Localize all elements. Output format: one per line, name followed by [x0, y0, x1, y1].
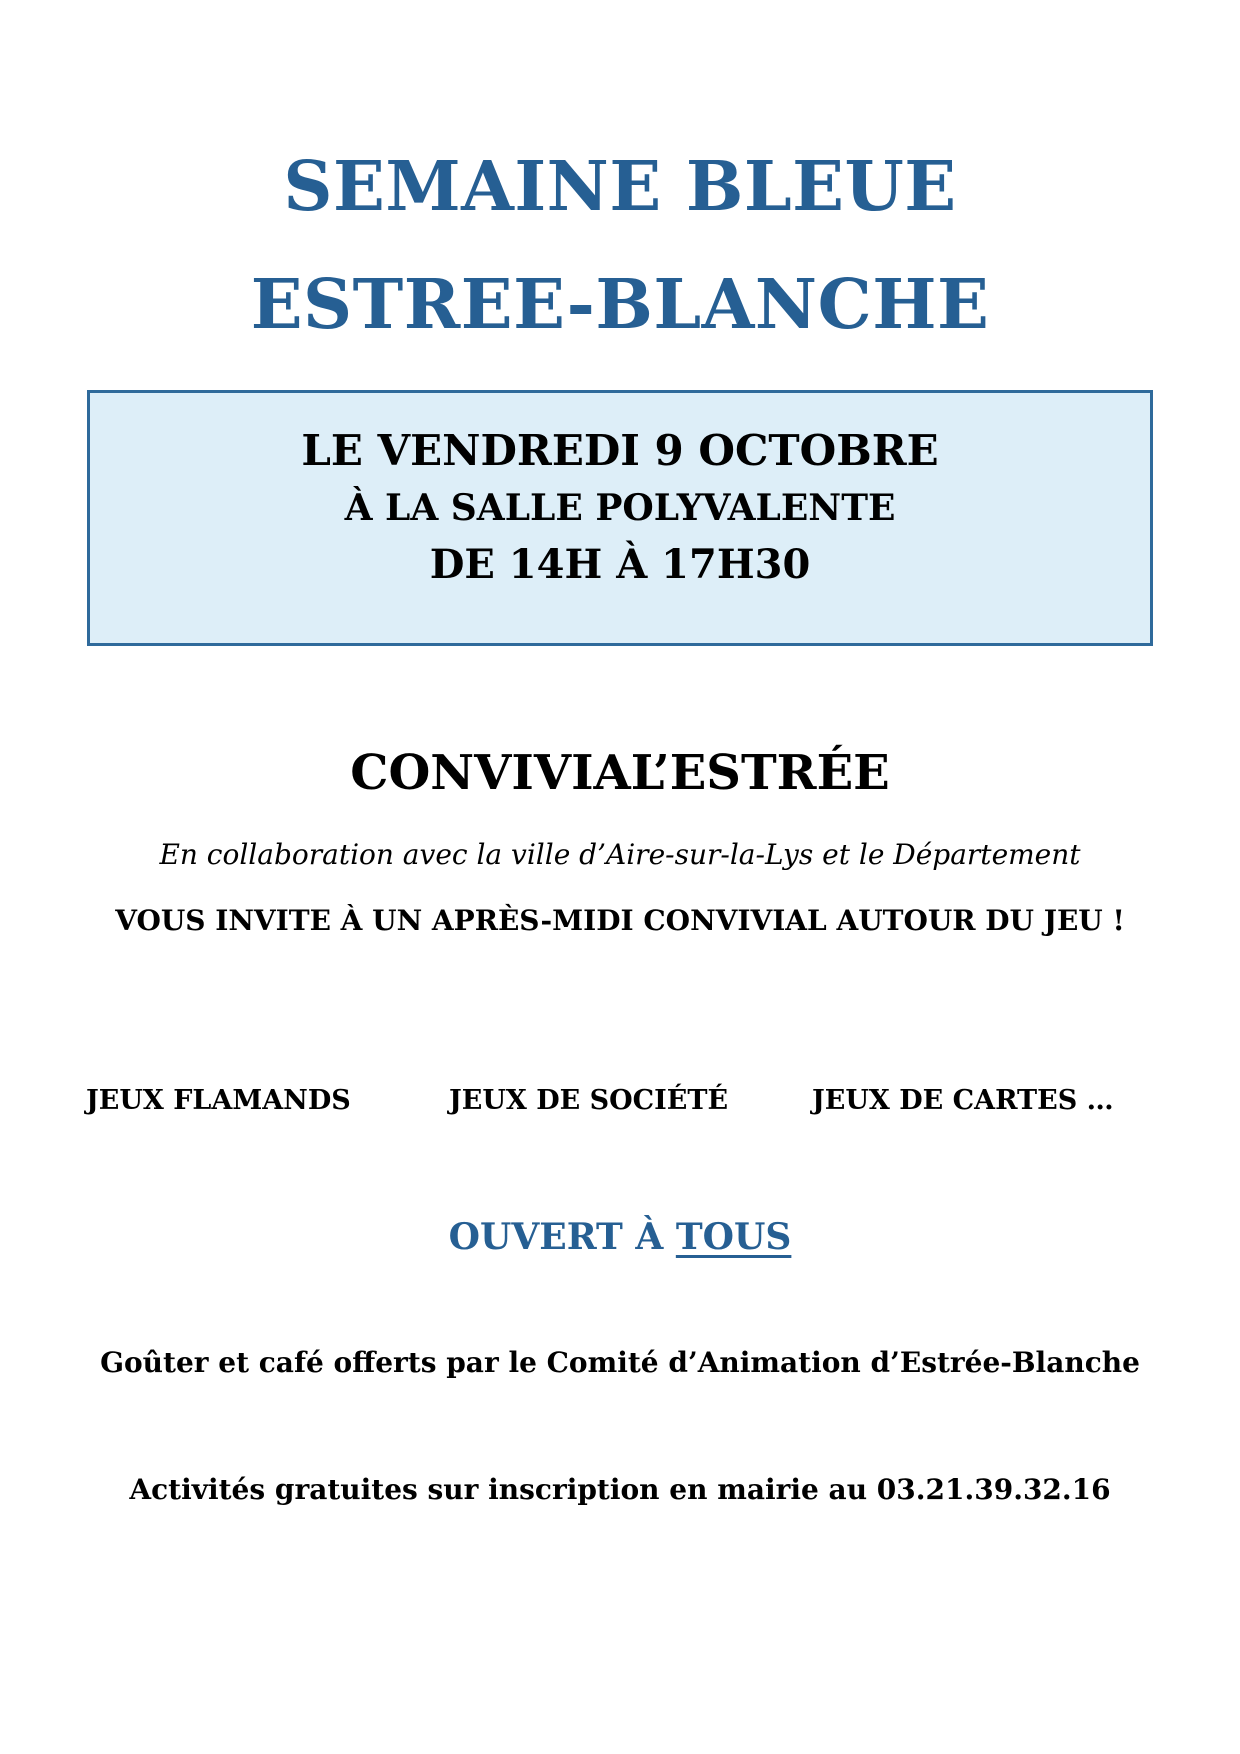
game-item-cards: JEUX DE CARTES …	[812, 1085, 1114, 1116]
collaboration-note: En collaboration avec la ville d’Aire-sur-la-Lys et le Département	[159, 838, 1081, 871]
event-place: À LA SALLE POLYVALENTE	[344, 487, 896, 529]
title-line-2: ESTREE-BLANCHE	[250, 265, 990, 345]
event-time: DE 14H À 17H30	[429, 541, 811, 588]
game-item-flemish: JEUX FLAMANDS	[86, 1085, 351, 1116]
open-prefix: OUVERT À	[448, 1216, 676, 1258]
registration-note: Activités gratuites sur inscription en mairie au 03.21.39.32.16	[129, 1473, 1111, 1506]
invitation-line: VOUS INVITE À UN APRÈS-MIDI CONVIVIAL AUTOUR DU JEU !	[115, 904, 1125, 937]
snack-note: Goûter et café offerts par le Comité d’Animation d’Estrée-Blanche	[100, 1346, 1140, 1379]
title-line-1: SEMAINE BLEUE	[283, 147, 957, 227]
organizer-name: CONVIVIAL’ESTRÉE	[350, 745, 890, 801]
event-date: LE VENDREDI 9 OCTOBRE	[301, 426, 939, 475]
event-info-box	[87, 390, 1153, 646]
open-emphasis: TOUS	[675, 1216, 792, 1258]
open-to-all	[0, 1216, 1240, 1258]
game-item-board: JEUX DE SOCIÉTÉ	[449, 1085, 729, 1116]
